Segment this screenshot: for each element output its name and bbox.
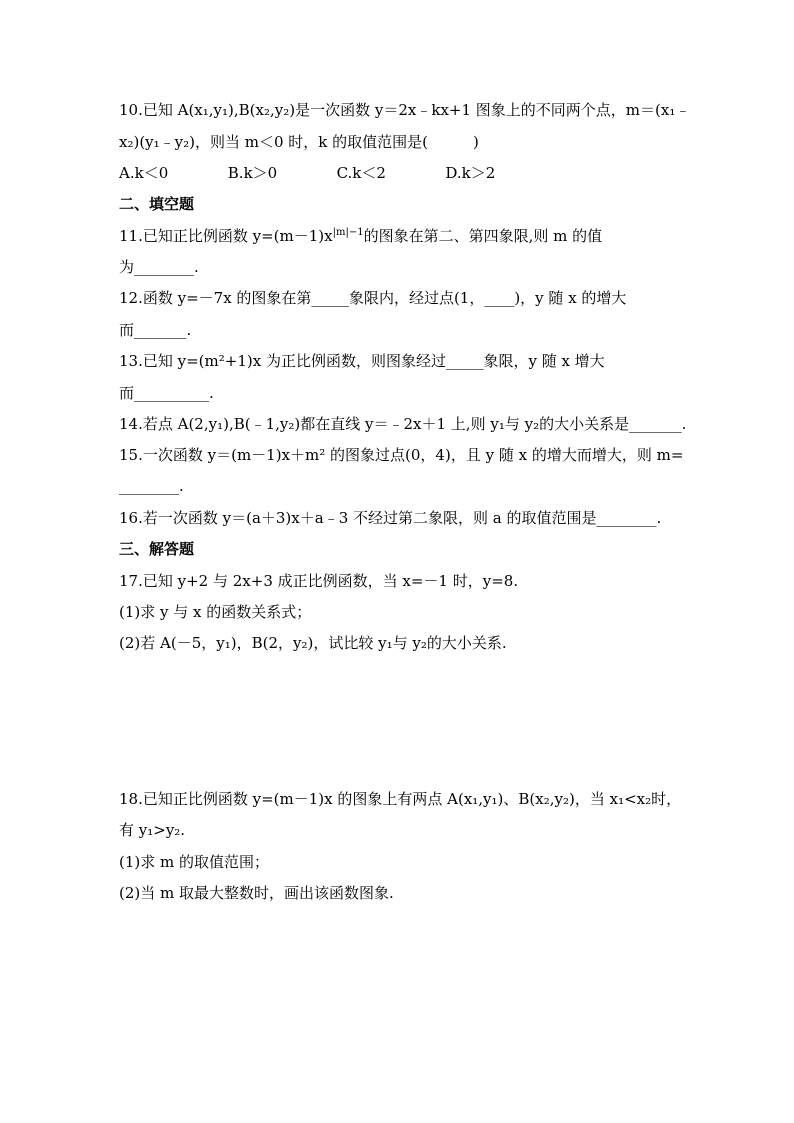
section-fill-in-title: 二、填空题 (119, 195, 195, 213)
q10-option-b: B.k＞0 (227, 164, 278, 182)
q11-line1 (119, 225, 602, 247)
q11-text-end: 的图象在第二、第四象限,则 m 的值 (363, 227, 603, 245)
q18-line4: (2)当 m 取最大整数时，画出该函数图象. (119, 884, 394, 902)
q10-line2: x₂)(y₁﹣y₂)，则当 m＜0 时，k 的取值范围是( ) (119, 133, 479, 151)
q18-line2: 有 y₁>y₂. (119, 821, 186, 839)
q12-line1: 12.函数 y=－7x 的图象在第_____象限内，经过点(1，____)，y 随 x 的增大 (119, 289, 627, 307)
q15-line1: 15.一次函数 y＝(m－1)x＋m² 的图象过点(0，4)，且 y 随 x 的增大而增大，则 m= (119, 446, 684, 464)
q18-line1: 18.已知正比例函数 y=(m－1)x 的图象上有两点 A(x₁,y₁)、B(x₂,y₂)，当 x₁<x₂时， (119, 790, 682, 808)
q18-line3: (1)求 m 的取值范围； (119, 853, 270, 871)
q17-line2: (1)求 y 与 x 的函数关系式； (119, 603, 312, 621)
q11-text: 11.已知正比例函数 y=(m－1)x (119, 227, 333, 245)
q13-line2: 而__________. (119, 384, 214, 402)
q10-options (119, 162, 495, 184)
q17-line1: 17.已知 y+2 与 2x+3 成正比例函数，当 x=－1 时，y=8. (119, 572, 519, 590)
q14-line1: 14.若点 A(2,y₁),B(﹣1,y₂)都在直线 y＝﹣2x＋1 上,则 y₁与 y₂的大小关系是_______. (119, 415, 687, 433)
q11-exponent: |m|−1 (332, 227, 364, 238)
q16-line1: 16.若一次函数 y＝(a＋3)x＋a﹣3 不经过第二象限，则 a 的取值范围是________. (119, 509, 662, 527)
q13-line1: 13.已知 y=(m²+1)x 为正比例函数，则图象经过_____象限，y 随 x 增大 (119, 352, 605, 370)
q17-line3: (2)若 A(－5，y₁)，B(2，y₂)，试比较 y₁与 y₂的大小关系. (119, 634, 507, 652)
section-solve-title: 三、解答题 (119, 540, 195, 558)
q10-option-a: A.k＜0 (119, 164, 169, 182)
q12-line2: 而_______. (119, 321, 192, 339)
q10-option-d: D.k＞2 (445, 164, 496, 182)
q11-line2: 为________. (119, 258, 199, 276)
q10-line1: 10.已知 A(x₁,y₁),B(x₂,y₂)是一次函数 y＝2x﹣kx+1 图象上的不同两个点，m＝(x₁﹣ (119, 101, 691, 119)
q10-option-c: C.k＜2 (336, 164, 386, 182)
q15-line2: ________. (119, 477, 184, 495)
